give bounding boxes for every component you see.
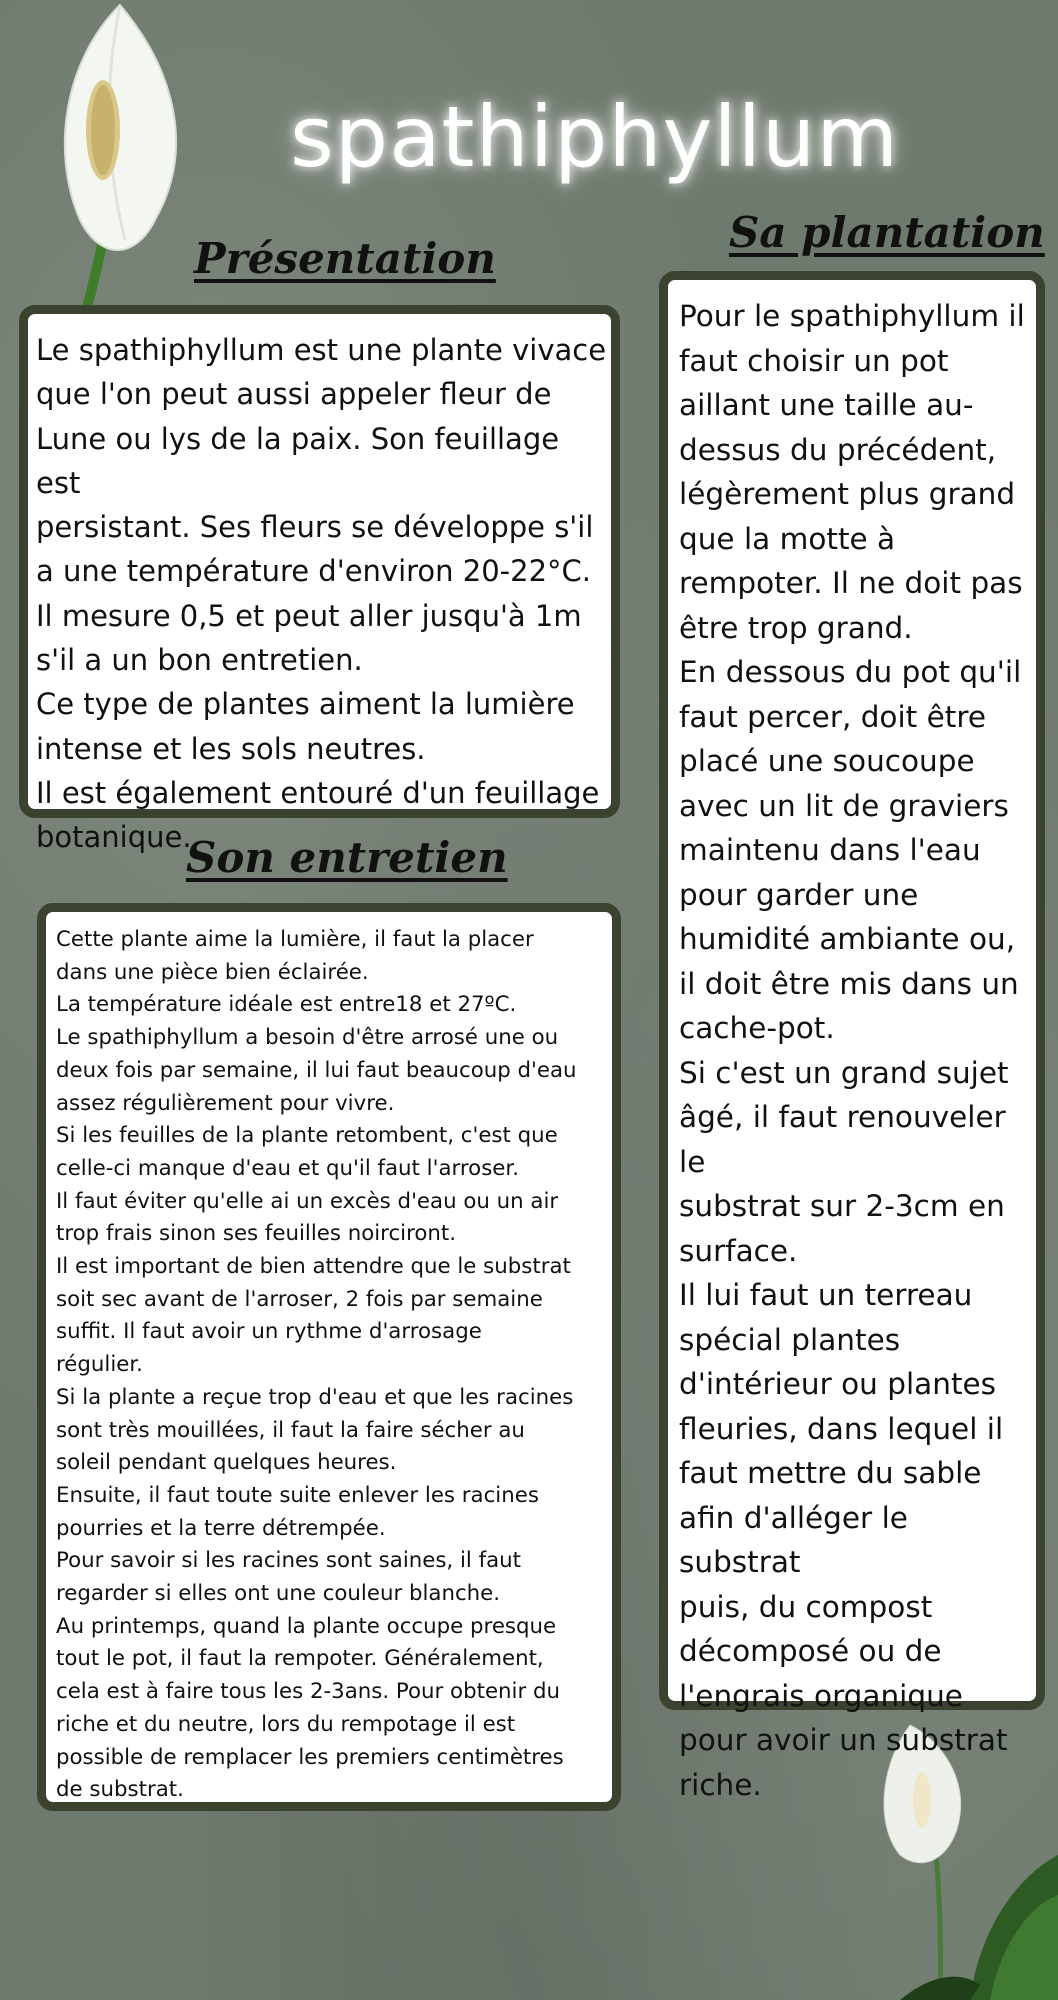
plantation-heading: Sa plantation (729, 208, 1045, 257)
text-line: botanique. (36, 820, 192, 855)
text-line: substrat sur 2-3cm en (679, 1189, 1005, 1223)
entretien-box (37, 903, 621, 1811)
text-line: Pour savoir si les racines sont saines, il faut (56, 1548, 521, 1574)
text-line: Il est important de bien attendre que le substrat (56, 1254, 571, 1280)
presentation-box (19, 305, 620, 855)
text-line: dans une pièce bien éclairée. (56, 959, 369, 985)
text-line: avec un lit de graviers (679, 788, 1009, 823)
text-line: l'engrais organique (679, 1678, 963, 1713)
text-line: humidité ambiante ou, (679, 922, 1016, 956)
text-line: Au printemps, quand la plante occupe presque (56, 1613, 557, 1639)
text-line: régulier. (56, 1352, 143, 1378)
text-line: que l'on peut aussi appeler fleur de (36, 377, 552, 412)
text-line: Lune ou lys de la paix. Son feuillage est (36, 421, 560, 500)
text-line: Si c'est un grand sujet (679, 1055, 1009, 1090)
text-line: faut mettre du sable (679, 1456, 982, 1490)
presentation-heading: Présentation (194, 234, 496, 283)
text-line: être trop grand. (679, 610, 913, 645)
text-line: trop frais sinon ses feuilles noirciront. (56, 1221, 457, 1247)
text-line: Il lui faut un terreau (679, 1278, 973, 1312)
text-line: Le spathiphyllum est une plante vivace (36, 333, 607, 367)
text-line: surface. (679, 1233, 798, 1268)
text-line: Si la plante a reçue trop d'eau et que les racines (56, 1384, 574, 1410)
text-line: Pour le spathiphyllum il (679, 299, 1025, 333)
text-line: afin d'alléger le substrat (679, 1500, 908, 1579)
text-line: rempoter. Il ne doit pas (679, 566, 1023, 600)
text-line: sont très mouillées, il faut la faire sécher au (56, 1417, 525, 1443)
text-line: aillant une taille au- (679, 388, 974, 422)
text-line: intense et les sols neutres. (36, 731, 426, 766)
text-line: fleuries, dans lequel il (679, 1411, 1004, 1446)
text-line: deux fois par semaine, il lui faut beaucoup d'eau (56, 1057, 577, 1083)
text-line: persistant. Ses fleurs se développe s'il (36, 510, 594, 545)
text-line: riche. (679, 1767, 762, 1802)
text-line: faut percer, doit être (679, 699, 986, 734)
text-line: cela est à faire tous les 2-3ans. Pour obtenir du (56, 1679, 561, 1705)
peace-lily-flower-image (45, 0, 205, 315)
text-line: Ensuite, il faut toute suite enlever les racines (56, 1482, 539, 1508)
text-line: Il faut éviter qu'elle ai un excès d'eau ou un air (56, 1188, 559, 1214)
entretien-heading: Son entretien (186, 833, 508, 882)
text-line: pourries et la terre détrempée. (56, 1515, 386, 1541)
text-line: La température idéale est entre18 et 27ºC. (56, 992, 517, 1018)
text-line: suffit. Il faut avoir un rythme d'arrosage (56, 1319, 482, 1345)
text-line: Cette plante aime la lumière, il faut la placer (56, 927, 534, 952)
plantation-box (659, 271, 1045, 1802)
text-line: que la motte à (679, 521, 896, 556)
text-line: Il est également entouré d'un feuillage (36, 775, 600, 810)
page-title: spathiphyllum (290, 88, 900, 186)
text-line: Il mesure 0,5 et peut aller jusqu'à 1m (36, 598, 582, 633)
text-line: âgé, il faut renouveler le (679, 1100, 1006, 1179)
text-line: de substrat. (56, 1777, 184, 1803)
text-line: d'intérieur ou plantes (679, 1367, 997, 1401)
text-line: a une température d'environ 20-22°C. (36, 554, 591, 589)
text-line: Ce type de plantes aiment la lumière (36, 687, 575, 722)
text-line: s'il a un bon entretien. (36, 643, 363, 678)
text-line: En dessous du pot qu'il (679, 655, 1022, 689)
text-line: soit sec avant de l'arroser, 2 fois par semaine (56, 1286, 543, 1312)
text-line: riche et du neutre, lors du rempotage il est (56, 1711, 516, 1737)
text-line: cache-pot. (679, 1011, 835, 1045)
text-line: assez régulièrement pour vivre. (56, 1090, 395, 1116)
text-line: dessus du précédent, (679, 432, 997, 467)
text-line: il doit être mis dans un (679, 966, 1019, 1001)
text-line: pour garder une (679, 877, 919, 912)
text-line: puis, du compost (679, 1589, 933, 1624)
text-line: tout le pot, il faut la rempoter. Généralement, (56, 1646, 544, 1672)
text-line: soleil pendant quelques heures. (56, 1450, 397, 1476)
text-line: Le spathiphyllum a besoin d'être arrosé une ou (56, 1025, 559, 1051)
text-line: décomposé ou de (679, 1634, 942, 1668)
text-line: spécial plantes (679, 1322, 901, 1357)
text-line: légèrement plus grand (679, 477, 1016, 511)
text-line: Si les feuilles de la plante retombent, c'est que (56, 1123, 558, 1149)
text-line: regarder si elles ont une couleur blanche. (56, 1581, 501, 1607)
text-line: pour avoir un substrat (679, 1723, 1008, 1757)
text-line: faut choisir un pot (679, 343, 949, 378)
text-line: celle-ci manque d'eau et qu'il faut l'arroser. (56, 1155, 519, 1181)
text-line: possible de remplacer les premiers centimètres (56, 1744, 564, 1770)
text-line: placé une soucoupe (679, 744, 975, 778)
text-line: maintenu dans l'eau (679, 833, 981, 867)
